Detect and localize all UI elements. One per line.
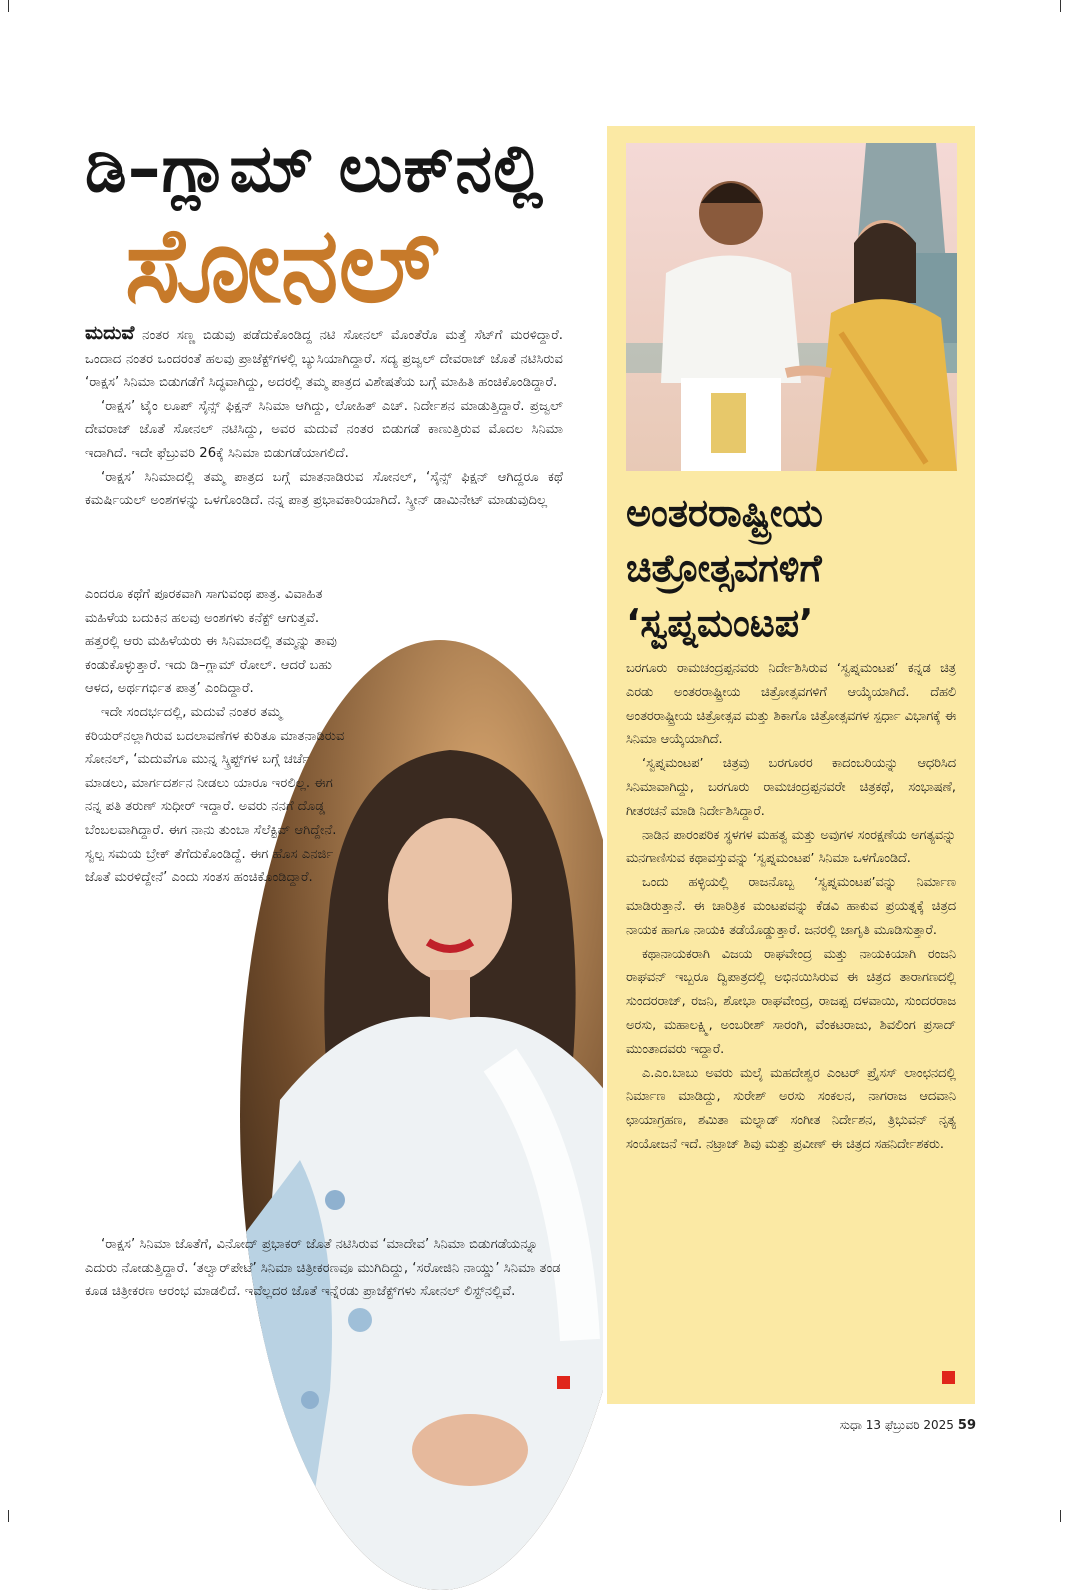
article-paragraph: ಇದೇ ಸಂದರ್ಭದಲ್ಲಿ, ಮದುವೆ ನಂತರ ತಮ್ಮ ಕರಿಯರ್‌ನಲ್ಲಾಗಿರುವ ಬದಲಾವಣೆಗಳ ಕುರಿತೂ ಮಾತನಾಡಿರುವ ಸೋನಲ್, ‘ಮದುವೆಗೂ ಮುನ್ನ ಸ್ಕ್ರಿಪ್ಟ್‌ಗಳ ಬಗ್ಗೆ ಚರ್ಚೆ ಮಾಡಲು, ಮಾರ್ಗದರ್ಶನ ನೀಡಲು ಯಾರೂ ಇರಲಿಲ್ಲ. ಈಗ ನನ್ನ ಪತಿ ತರುಣ್ ಸುಧೀರ್ ಇದ್ದಾರೆ. ಅವರು ನನಗೆ ದೊಡ್ಡ ಬೆಂಬಲವಾಗಿದ್ದಾರೆ. ಈಗ ನಾನು ತುಂಬಾ ಸೆಲೆಕ್ಟಿವ್ ಆಗಿದ್ದೇನೆ. ಸ್ವಲ್ಪ ಸಮಯ ಬ್ರೇಕ್ ತೆಗೆದುಕೊಂಡಿದ್ದೆ. ಈಗ ಹೊಸ ಎನರ್ಜಿ ಜೊತೆ ಮರಳಿದ್ದೇನೆ’ ಎಂದು ಸಂತಸ ಹಂಚಿಕೊಂಡಿದ್ದಾರೆ. [85,704,345,886]
film-still-photo [626,143,957,471]
article-paragraph: ಮದುವೆ ನಂತರ ಸಣ್ಣ ಬಿಡುವು ಪಡೆದುಕೊಂಡಿದ್ದ ನಟಿ ಸೋನಲ್ ಮೊಂತೆರೊ ಮತ್ತೆ ಸೆಟ್‌ಗೆ ಮರಳಿದ್ದಾರೆ. ಒಂದಾದ ನಂತರ ಒಂದರಂತೆ ಹಲವು ಪ್ರಾಜೆಕ್ಟ್‌ಗಳಲ್ಲಿ ಬ್ಯುಸಿಯಾಗಿದ್ದಾರೆ. ಸದ್ಯ ಪ್ರಜ್ವಲ್ ದೇವರಾಜ್ ಜೊತೆ ನಟಿಸಿರುವ ‘ರಾಕ್ಷಸ’ ಸಿನಿಮಾ ಬಿಡುಗಡೆಗೆ ಸಿದ್ಧವಾಗಿದ್ದು, ಅದರಲ್ಲಿ ತಮ್ಮ ಪಾತ್ರದ ವಿಶೇಷತೆಯ ಬಗ್ಗೆ ಮಾಹಿತಿ ಹಂಚಿಕೊಂಡಿದ್ದಾರೆ. [85,322,563,391]
sidebar-paragraph: ನಾಡಿನ ಪಾರಂಪರಿಕ ಸ್ಥಳಗಳ ಮಹತ್ವ ಮತ್ತು ಅವುಗಳ ಸಂರಕ್ಷಣೆಯ ಅಗತ್ಯವನ್ನು ಮನಗಾಣಿಸುವ ಕಥಾವಸ್ತುವನ್ನು ‘ಸ್ವಪ್ನಮಂಟಪ’ ಸಿನಿಮಾ ಒಳಗೊಂಡಿದೆ. [626,827,956,867]
crop-mark [1060,1510,1061,1522]
article-body-narrow [85,583,347,890]
article-end-mark [557,1376,570,1389]
sidebar-paragraph: ಎ.ಎಂ.ಬಾಬು ಅವರು ಮಲೈ ಮಹದೇಶ್ವರ ಎಂಟರ್ ಪ್ರೈಸಸ್ ಲಾಂಛನದಲ್ಲಿ ನಿರ್ಮಾಣ ಮಾಡಿದ್ದು, ಸುರೇಶ್ ಅರಸು ಸಂಕಲನ, ನಾಗರಾಜ ಆದವಾನಿ ಛಾಯಾಗ್ರಹಣ, ಶಮಿತಾ ಮಲ್ನಾಡ್ ಸಂಗೀತ ನಿರ್ದೇಶನ, ತ್ರಿಭುವನ್ ನೃತ್ಯ ಸಂಯೋಜನೆ ಇದೆ. ನಟ್ರಾಜ್ ಶಿವು ಮತ್ತು ಪ್ರವೀಣ್ ಈ ಚಿತ್ರದ ಸಹನಿರ್ದೇಶಕರು. [626,1065,956,1152]
folio-text: ಸುಧಾ 13 ಫೆಬ್ರುವರಿ 2025 [839,1418,954,1432]
page-folio [840,1418,976,1433]
headline-line-1: ಡಿ–ಗ್ಲಾಮ್ ಲುಕ್‌ನಲ್ಲಿ [85,130,544,207]
sidebar-headline: ಅಂತರರಾಷ್ಟ್ರೀಯ ಚಿತ್ರೋತ್ಸವಗಳಿಗೆ ‘ಸ್ವಪ್ನಮಂಟಪ’ [626,491,823,645]
headline-line-2: ಸೋನಲ್ [125,204,440,326]
article-paragraph: ಎಂದರೂ ಕಥೆಗೆ ಪೂರಕವಾಗಿ ಸಾಗುವಂಥ ಪಾತ್ರ. ವಿವಾಹಿತ ಮಹಿಳೆಯ ಬದುಕಿನ ಹಲವು ಅಂಶಗಳು ಕನೆಕ್ಟ್ ಆಗುತ್ತವೆ. ಹತ್ತರಲ್ಲಿ ಆರು ಮಹಿಳೆಯರು ಈ ಸಿನಿಮಾದಲ್ಲಿ ತಮ್ಮನ್ನು ತಾವು ಕಂಡುಕೊಳ್ಳುತ್ತಾರೆ. ಇದು ಡಿ–ಗ್ಲಾಮ್ ರೋಲ್. ಆದರೆ ಬಹು ಆಳದ, ಅರ್ಥಗರ್ಭಿತ ಪಾತ್ರ’ ಎಂದಿದ್ದಾರೆ. [85,587,337,697]
article-body-top [85,322,563,513]
article-paragraph: ‘ರಾಕ್ಷಸ’ ಸಿನಿಮಾ ಜೊತೆಗೆ, ವಿನೋದ್ ಪ್ರಭಾಕರ್ ಜೊತೆ ನಟಿಸಿರುವ ‘ಮಾದೇವ’ ಸಿನಿಮಾ ಬಿಡುಗಡೆಯನ್ನೂ ಎದುರು ನೋಡುತ್ತಿದ್ದಾರೆ. ‘ತಲ್ವಾರ್‌ಪೇಟೆ’ ಸಿನಿಮಾ ಚಿತ್ರೀಕರಣವೂ ಮುಗಿದಿದ್ದು, ‘ಸರೋಜಿನಿ ನಾಯ್ಡು’ ಸಿನಿಮಾ ತಂಡ ಕೂಡ ಚಿತ್ರೀಕರಣ ಆರಂಭ ಮಾಡಲಿದೆ. ಇವೆಲ್ಲದರ ಜೊತೆ ಇನ್ನೆರಡು ಪ್ರಾಜೆಕ್ಟ್‌ಗಳು ಸೋನಲ್ ಲಿಸ್ಟ್‌ನಲ್ಲಿವೆ. [85,1237,561,1300]
page-number: 59 [957,1418,976,1433]
sidebar-paragraph: ‘ಸ್ವಪ್ನಮಂಟಪ’ ಚಿತ್ರವು ಬರಗೂರರ ಕಾದಂಬರಿಯನ್ನು ಆಧರಿಸಿದ ಸಿನಿಮಾವಾಗಿದ್ದು, ಬರಗೂರು ರಾಮಚಂದ್ರಪ್ಪನವರೇ ಚಿತ್ರಕಥೆ, ಸಂಭಾಷಣೆ, ಗೀತರಚನೆ ಮಾಡಿ ನಿರ್ದೇಶಿಸಿದ್ದಾರೆ. [626,756,956,819]
sidebar-paragraph: ಬರಗೂರು ರಾಮಚಂದ್ರಪ್ಪನವರು ನಿರ್ದೇಶಿಸಿರುವ ‘ಸ್ವಪ್ನಮಂಟಪ’ ಕನ್ನಡ ಚಿತ್ರ ಎರಡು ಅಂತರರಾಷ್ಟ್ರೀಯ ಚಿತ್ರೋತ್ಸವಗಳಿಗೆ ಆಯ್ಕೆಯಾಗಿದೆ. ದೆಹಲಿ ಅಂತರರಾಷ್ಟ್ರೀಯ ಚಿತ್ರೋತ್ಸವ ಮತ್ತು ಶಿಕಾಗೊ ಚಿತ್ರೋತ್ಸವಗಳ ಸ್ಪರ್ಧಾ ವಿಭಾಗಕ್ಕೆ ಈ ಸಿನಿಮಾ ಆಯ್ಕೆಯಾಗಿದೆ. [626,661,956,748]
article-paragraph: ‘ರಾಕ್ಷಸ’ ಸಿನಿಮಾದಲ್ಲಿ ತಮ್ಮ ಪಾತ್ರದ ಬಗ್ಗೆ ಮಾತನಾಡಿರುವ ಸೋನಲ್, ‘ಸೈನ್ಸ್ ಫಿಕ್ಷನ್ ಆಗಿದ್ದರೂ ಕಥೆ ಕಮರ್ಷಿಯಲ್ ಅಂಶಗಳನ್ನು ಒಳಗೊಂಡಿದೆ. ನನ್ನ ಪಾತ್ರ ಪ್ರಭಾವಕಾರಿಯಾಗಿದೆ. ಸ್ಕ್ರೀನ್ ಡಾಮಿನೇಟ್ ಮಾಡುವುದಿಲ್ಲ [85,469,563,509]
lead-word: ಮದುವೆ [85,322,135,344]
crop-mark [8,0,9,12]
sidebar-end-mark [942,1371,955,1384]
article-paragraph: ‘ರಾಕ್ಷಸ’ ಟೈಂ ಲೂಪ್ ಸೈನ್ಸ್ ಫಿಕ್ಷನ್ ಸಿನಿಮಾ ಆಗಿದ್ದು, ಲೋಹಿತ್ ಎಚ್. ನಿರ್ದೇಶನ ಮಾಡುತ್ತಿದ್ದಾರೆ. ಪ್ರಜ್ವಲ್ ದೇವರಾಜ್ ಜೊತೆ ಸೋನಲ್ ನಟಿಸಿದ್ದು, ಅವರ ಮದುವೆ ನಂತರ ಬಿಡುಗಡೆ ಕಾಣುತ್ತಿರುವ ಮೊದಲ ಸಿನಿಮಾ ಇದಾಗಿದೆ. ಇದೇ ಫೆಬ್ರುವರಿ 26ಕ್ಕೆ ಸಿನಿಮಾ ಬಿಡುಗಡೆಯಾಗಲಿದೆ. [85,398,563,461]
crop-mark [1060,0,1061,12]
sidebar-paragraph: ಕಥಾನಾಯಕರಾಗಿ ವಿಜಯ ರಾಘವೇಂದ್ರ ಮತ್ತು ನಾಯಕಿಯಾಗಿ ರಂಜನಿ ರಾಘವನ್ ಇಬ್ಬರೂ ದ್ವಿಪಾತ್ರದಲ್ಲಿ ಅಭಿನಯಿಸಿರುವ ಈ ಚಿತ್ರದ ತಾರಾಗಣದಲ್ಲಿ ಸುಂದರರಾಜ್, ರಜನಿ, ಶೋಭಾ ರಾಘವೇಂದ್ರ, ರಾಜಪ್ಪ ದಳವಾಯಿ, ಸುಂದರರಾಜ ಅರಸು, ಮಹಾಲಕ್ಷ್ಮಿ, ಅಂಬರೀಶ್ ಸಾರಂಗಿ, ವೆಂಕಟರಾಜು, ಶಿವಲಿಂಗ ಪ್ರಸಾದ್ ಮುಂತಾದವರು ಇದ್ದಾರೆ. [626,946,956,1057]
sidebar-body [626,657,956,1157]
crop-mark [8,1510,9,1522]
article-body-bottom [85,1233,563,1304]
sidebar-paragraph: ಒಂದು ಹಳ್ಳಿಯಲ್ಲಿ ರಾಜನೊಬ್ಬ ‘ಸ್ವಪ್ನಮಂಟಪ’ವನ್ನು ನಿರ್ಮಾಣ ಮಾಡಿರುತ್ತಾನೆ. ಈ ಚಾರಿತ್ರಿಕ ಮಂಟಪವನ್ನು ಕೆಡವಿ ಹಾಕುವ ಪ್ರಯತ್ನಕ್ಕೆ ಚಿತ್ರದ ನಾಯಕ ಹಾಗೂ ನಾಯಕಿ ತಡೆಯೊಡ್ಡುತ್ತಾರೆ. ಜನರಲ್ಲಿ ಜಾಗೃತಿ ಮೂಡಿಸುತ್ತಾರೆ. [626,875,956,938]
